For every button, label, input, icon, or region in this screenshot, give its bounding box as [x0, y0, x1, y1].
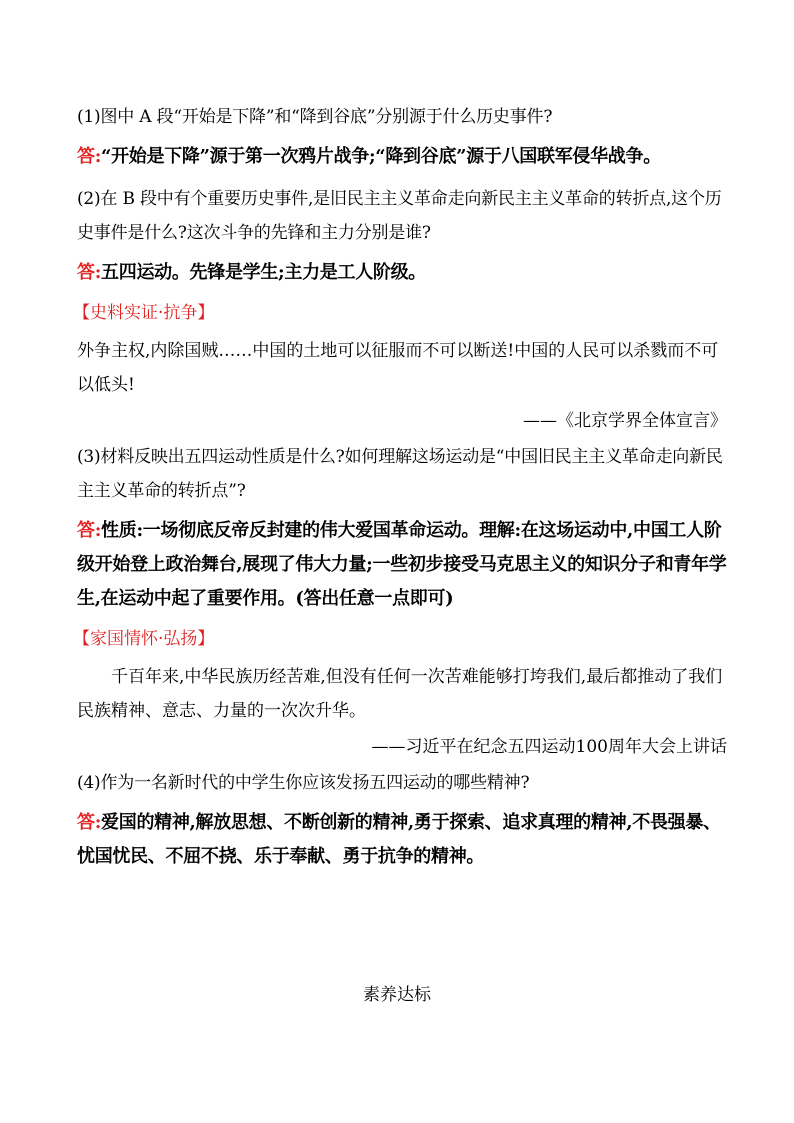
- quote-material-2: 千百年来,中华民族历经苦难,但没有任何一次苦难能够打垮我们,最后都推动了我们民族精神、意志、力量的一次次升华。: [77, 667, 723, 721]
- section-heading-patriotism: 【家国情怀·弘扬】: [73, 629, 215, 649]
- answer-text: 爱国的精神,解放思想、不断创新的精神,勇于探索、追求真理的精神,不畏强暴、忧国忧民、不屈不挠、乐于奉献、勇于抗争的精神。: [77, 812, 721, 867]
- answer-2: [77, 256, 727, 290]
- answer-label: 答:: [77, 146, 102, 167]
- question-2: (2)在 B 段中有个重要历史事件,是旧民主主义革命走向新民主主义革命的转折点,这个历史事件是什么?这次斗争的先锋和主力分别是谁?: [77, 189, 722, 243]
- answer-4: [77, 806, 727, 874]
- quote-source-2: ——习近平在纪念五四运动100周年大会上讲话: [371, 737, 727, 757]
- answer-label: 答:: [77, 812, 102, 833]
- answer-text: 性质:一场彻底反帝反封建的伟大爱国革命运动。理解:在这场运动中,中国工人阶级开始登上政治舞台,展现了伟大力量;一些初步接受马克思主义的知识分子和青年学生,在运动中起了重要作用。(答出任意一点即可): [77, 520, 727, 609]
- answer-text: 五四运动。先锋是学生;主力是工人阶级。: [101, 262, 426, 283]
- answer-1: [77, 140, 727, 174]
- document-body: [73, 100, 727, 882]
- answer-text: “开始是下降”源于第一次鸦片战争;“降到谷底”源于八国联军侵华战争。: [101, 146, 661, 167]
- section-heading-historical-evidence: 【史料实证·抗争】: [73, 303, 215, 323]
- question-3: (3)材料反映出五四运动性质是什么?如何理解这场运动是“中国旧民主主义革命走向新民主主义革命的转折点”?: [77, 447, 723, 501]
- quote-source-1: ——《北京学界全体宣言》: [523, 411, 727, 431]
- answer-label: 答:: [77, 262, 102, 283]
- section-footer-title: 素养达标: [363, 985, 431, 1005]
- question-4: (4)作为一名新时代的中学生你应该发扬五四运动的哪些精神?: [77, 773, 530, 793]
- answer-label: 答:: [77, 520, 102, 541]
- quote-material-1: 外争主权,内除国贼……中国的土地可以征服而不可以断送!中国的人民可以杀戮而不可以低头!: [77, 341, 719, 395]
- question-1: (1)图中 A 段“开始是下降”和“降到谷底”分别源于什么历史事件?: [77, 107, 553, 127]
- answer-3: [77, 514, 727, 616]
